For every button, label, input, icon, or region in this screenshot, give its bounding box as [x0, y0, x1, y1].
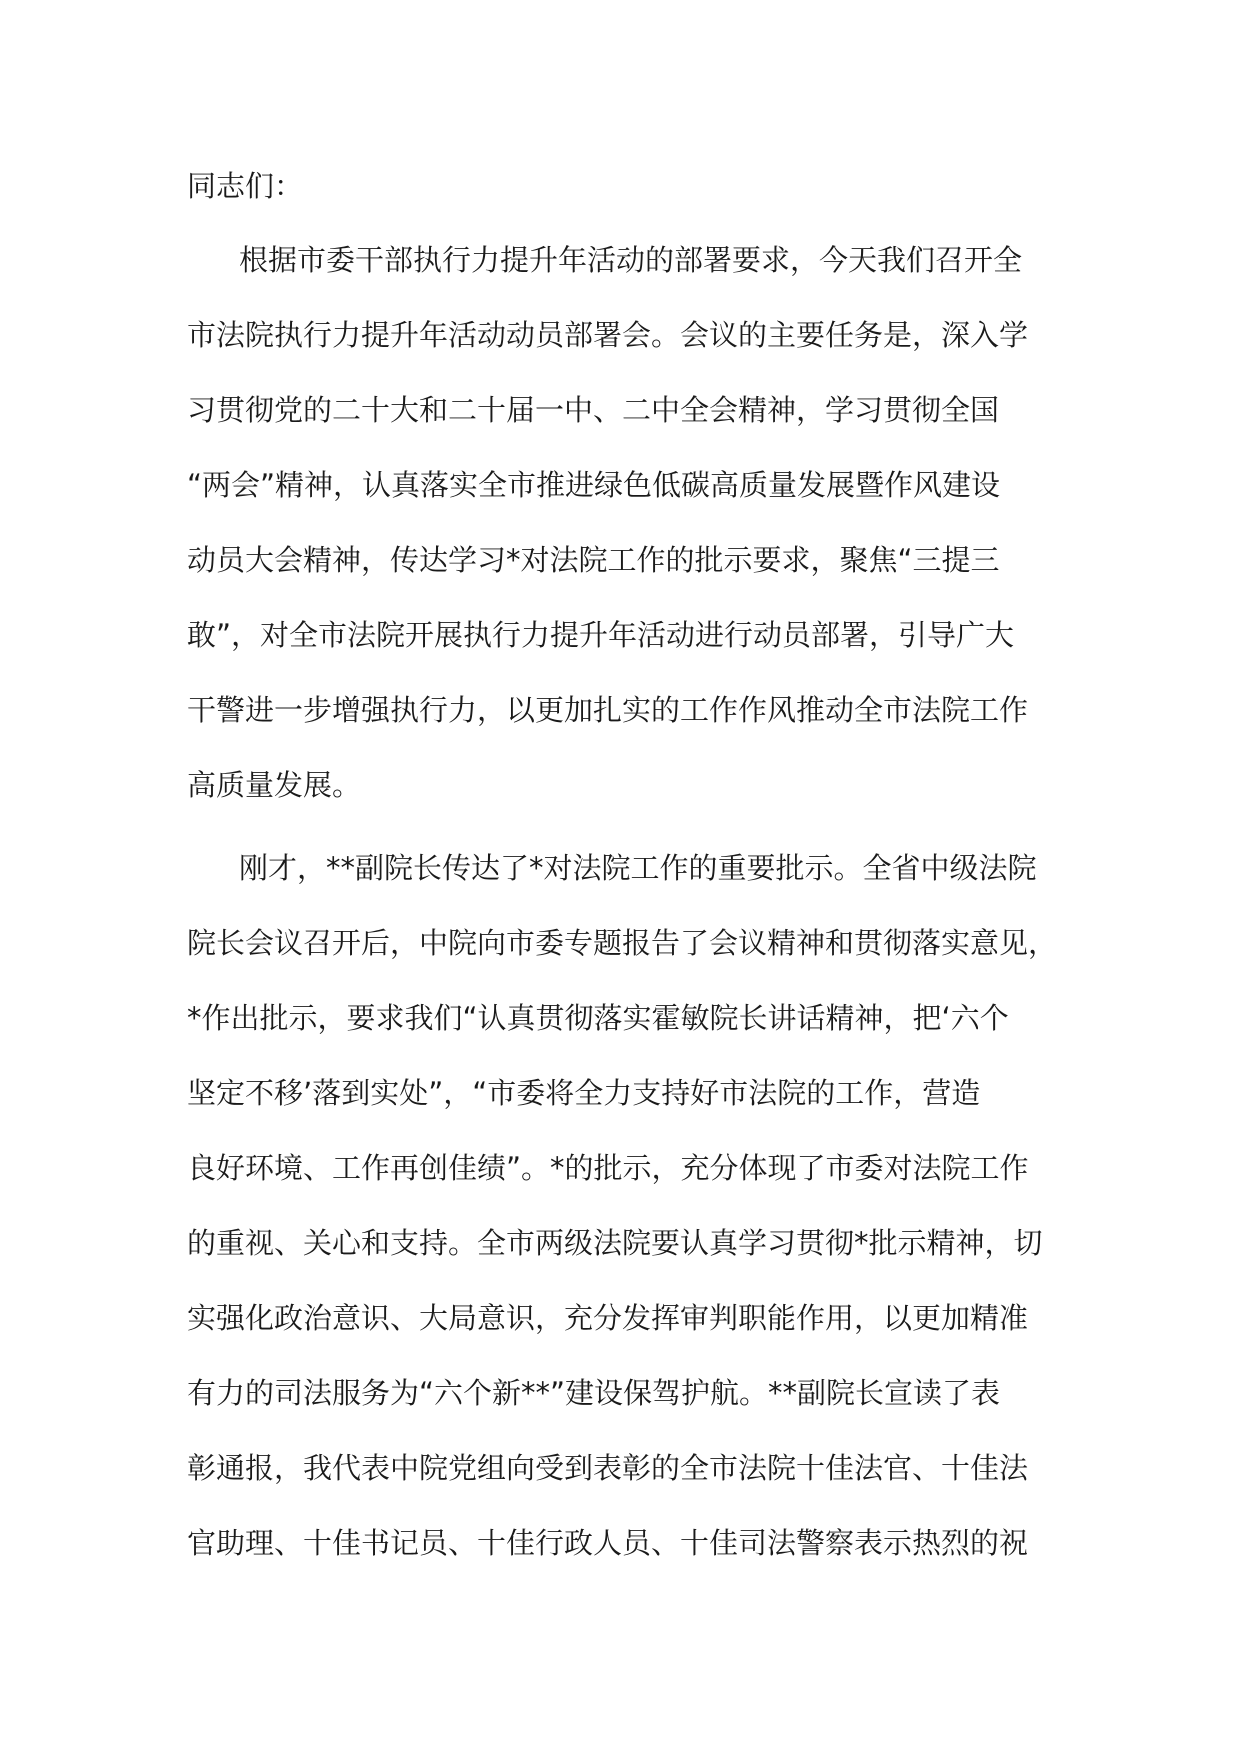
paragraph-2-line: 有力的司法服务为“六个新**”建设保驾护航。**副院长宣读了表 [187, 1376, 1001, 1410]
paragraph-1-line: 干警进一步增强执行力，以更加扎实的工作作风推动全市法院工作 [187, 693, 1029, 727]
paragraph-2-line: *作出批示，要求我们“认真贯彻落实霍敏院长讲话精神，把‘六个 [187, 1001, 1009, 1035]
paragraph-2-line: 刚才，**副院长传达了*对法院工作的重要批示。全省中级法院 [239, 851, 1037, 885]
paragraph-1-line: “两会”精神，认真落实全市推进绿色低碳高质量发展暨作风建设 [187, 468, 1001, 502]
document-body [187, 168, 1067, 1562]
paragraph-2-line: 良好环境、工作再创佳绩”。*的批示，充分体现了市委对法院工作 [187, 1151, 1029, 1185]
paragraph-1-line: 习贯彻党的二十大和二十届一中、二中全会精神，学习贯彻全国 [187, 393, 1000, 427]
paragraph-1-line: 市法院执行力提升年活动动员部署会。会议的主要任务是，深入学 [187, 318, 1029, 352]
paragraph-2-line: 的重视、关心和支持。全市两级法院要认真学习贯彻*批示精神，切 [187, 1226, 1043, 1260]
paragraph-1-line: 动员大会精神，传达学习*对法院工作的批示要求，聚焦“三提三 [187, 543, 1000, 577]
salutation: 同志们： [187, 169, 304, 203]
paragraph-2-line: 实强化政治意识、大局意识，充分发挥审判职能作用，以更加精准 [187, 1301, 1029, 1335]
paragraph-1-line: 高质量发展。 [187, 768, 362, 802]
paragraph-2-line: 院长会议召开后，中院向市委专题报告了会议精神和贯彻落实意见， [187, 926, 1058, 960]
paragraph-1-line: 敢”，对全市法院开展执行力提升年活动进行动员部署，引导广大 [187, 618, 1015, 652]
paragraph-2-line: 坚定不移’落到实处”，“市委将全力支持好市法院的工作，营造 [187, 1076, 981, 1110]
paragraph-2-line: 彰通报，我代表中院党组向受到表彰的全市法院十佳法官、十佳法 [187, 1451, 1029, 1485]
paragraph-1-line: 根据市委干部执行力提升年活动的部署要求，今天我们召开全 [239, 243, 1023, 277]
paragraph-2-line: 官助理、十佳书记员、十佳行政人员、十佳司法警察表示热烈的祝 [187, 1526, 1029, 1560]
